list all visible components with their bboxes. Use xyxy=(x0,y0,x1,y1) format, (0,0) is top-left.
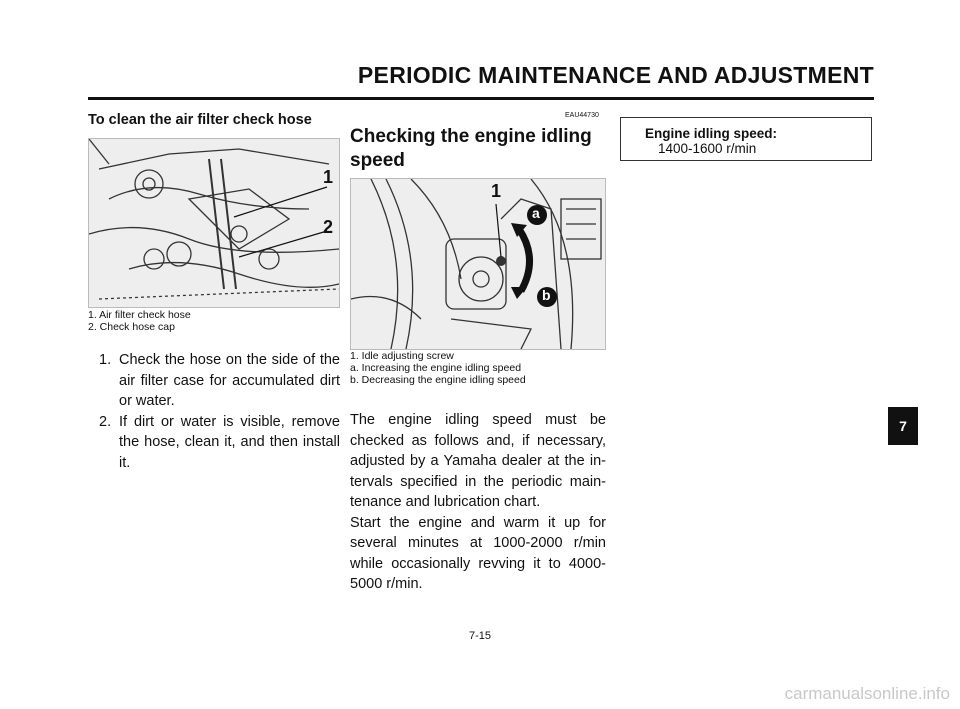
step-number: 1. xyxy=(99,352,112,368)
step-text: Check the hose on the side of the air filter case for accumulated dirt or water. xyxy=(119,352,340,409)
caption-mid-b: b. Decreasing the engine idling speed xyxy=(350,374,526,386)
watermark: carmanualsonline.info xyxy=(784,684,950,703)
section-heading-air-filter-hose: To clean the air filter check hose xyxy=(88,112,312,128)
callout-2: 2 xyxy=(323,217,334,237)
callout-a: a xyxy=(532,205,540,221)
caption-left-1: 1. Air filter check hose xyxy=(88,309,191,321)
caption-left-2: 2. Check hose cap xyxy=(88,321,175,333)
list-item xyxy=(88,412,340,474)
spec-label: Engine idling speed: xyxy=(645,126,778,141)
body-text xyxy=(350,410,606,595)
steps-list xyxy=(88,350,340,473)
spec-box xyxy=(620,117,872,161)
figure-air-filter-check-hose xyxy=(88,138,340,308)
paragraph: The engine idling speed must be checked as follows and, if necessary, adjusted by a Yamaha dealer at the in-tervals specified in the periodic main-tenance and lubrication chart. xyxy=(350,412,606,510)
callout-b: b xyxy=(542,287,551,303)
caption-mid-a: a. Increasing the engine idling speed xyxy=(350,362,522,374)
callout-1: 1 xyxy=(491,181,502,201)
header-rule xyxy=(88,97,874,100)
spec-value: 1400-1600 r/min xyxy=(658,141,757,156)
page-number: 7-15 xyxy=(468,630,492,642)
reference-code: EAU44730 xyxy=(565,112,599,119)
chapter-tab: 7 xyxy=(888,407,918,445)
list-item xyxy=(88,350,340,412)
step-text: If dirt or water is visible, remove the hose, clean it, and then install it. xyxy=(119,413,340,471)
section-heading-idling-speed: Checking the engine idling speed xyxy=(350,126,592,171)
callout-1: 1 xyxy=(323,167,334,187)
caption-mid-1: 1. Idle adjusting screw xyxy=(350,350,454,362)
step-number: 2. xyxy=(99,413,112,430)
page-header-title: PERIODIC MAINTENANCE AND ADJUSTMENT xyxy=(357,62,874,88)
figure-idle-adjusting-screw xyxy=(350,178,606,350)
paragraph: Start the engine and warm it up for several minutes at 1000-2000 r/min while occasionally revving it to 4000-5000 r/min. xyxy=(350,514,606,592)
